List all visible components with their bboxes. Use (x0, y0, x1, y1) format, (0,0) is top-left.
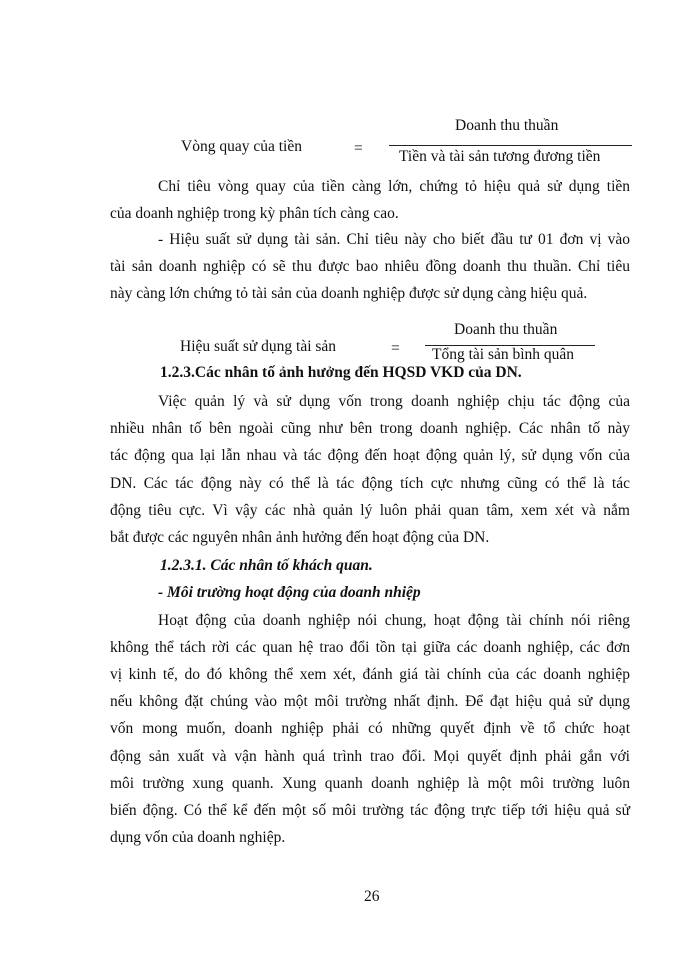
paragraph-line: động tiêu cực. Vì vậy các nhà quản lý luôn phải quan tâm, xem xét và nắm (110, 502, 630, 519)
formula-numerator: Doanh thu thuần (455, 117, 559, 134)
formula-denominator: Tổng tài sản bình quân (432, 346, 575, 363)
paragraph-line: dụng vốn của doanh nghiệp. (110, 829, 286, 846)
paragraph-line: biến động. Có thể kể đến một số môi trường tác động trực tiếp tới hiệu quả sử (110, 802, 630, 819)
page-number: 26 (364, 888, 380, 905)
formula-denominator: Tiền và tài sản tương đương tiền (399, 148, 601, 165)
paragraph-line: vị kinh tế, do đó không thể xem xét, đánh giá tài chính của các doanh nghiệp (110, 666, 630, 683)
formula-label: Hiệu suất sử dụng tài sản (180, 338, 337, 355)
paragraph-line: nhiều nhân tố bên ngoài cũng như bên trong doanh nghiệp. Các nhân tố này (110, 420, 630, 437)
subheading-environment: - Môi trường hoạt động của doanh nhiệp (158, 584, 421, 601)
paragraph-line: tài sản doanh nghiệp có sẽ thu được bao nhiêu đồng doanh thu thuần. Chỉ tiêu (110, 258, 630, 275)
paragraph-line: Chỉ tiêu vòng quay của tiền càng lớn, chứng tỏ hiệu quả sử dụng tiền (158, 178, 630, 195)
paragraph-line: này càng lớn chứng tỏ tài sản của doanh nghiệp được sử dụng càng hiệu quả. (110, 285, 588, 302)
subsection-heading: 1.2.3.1. Các nhân tố khách quan. (160, 557, 373, 574)
formula-equals: = (391, 340, 400, 357)
formula-numerator: Doanh thu thuần (454, 321, 558, 338)
paragraph-line: môi trường xung quanh. Xung quanh doanh nghiệp là một môi trường luôn (110, 775, 630, 792)
paragraph-line: không thể tách rời các quan hệ trao đổi tồn tại giữa các doanh nghiệp, các đơn (110, 639, 630, 656)
paragraph-line: nếu không đặt chúng vào một môi trường nhất định. Để đạt hiệu quả sử dụng (110, 693, 630, 710)
section-heading: 1.2.3.Các nhân tố ảnh hưởng đến HQSD VKD của DN. (160, 364, 522, 381)
fraction-bar (389, 145, 632, 146)
paragraph-line: - Hiệu suất sử dụng tài sản. Chỉ tiêu này cho biết đầu tư 01 đơn vị vào (158, 231, 630, 248)
paragraph-line: vốn mong muốn, doanh nghiệp phải có những quyết định về tổ chức hoạt (110, 720, 630, 737)
paragraph-line: bắt được các nguyên nhân ảnh hưởng đến hoạt động của DN. (110, 529, 490, 546)
formula-label: Vòng quay của tiền (181, 138, 302, 155)
paragraph-line: Việc quản lý và sử dụng vốn trong doanh nghiệp chịu tác động của (158, 393, 630, 410)
paragraph-line: DN. Các tác động này có thể là tác động tích cực nhưng cũng có thể là tác (110, 475, 630, 492)
paragraph-line: động sản xuất và vận hành quá trình trao đổi. Mọi quyết định phải gắn với (110, 748, 630, 765)
formula-equals: = (354, 140, 363, 157)
paragraph-line: tác động qua lại lẫn nhau và tác động đến hoạt động quản lý, sử dụng vốn của (110, 447, 630, 464)
paragraph-line: Hoạt động của doanh nghiệp nói chung, hoạt động tài chính nói riêng (158, 612, 630, 629)
paragraph-line: của doanh nghiệp trong kỳ phân tích càng cao. (110, 205, 399, 222)
